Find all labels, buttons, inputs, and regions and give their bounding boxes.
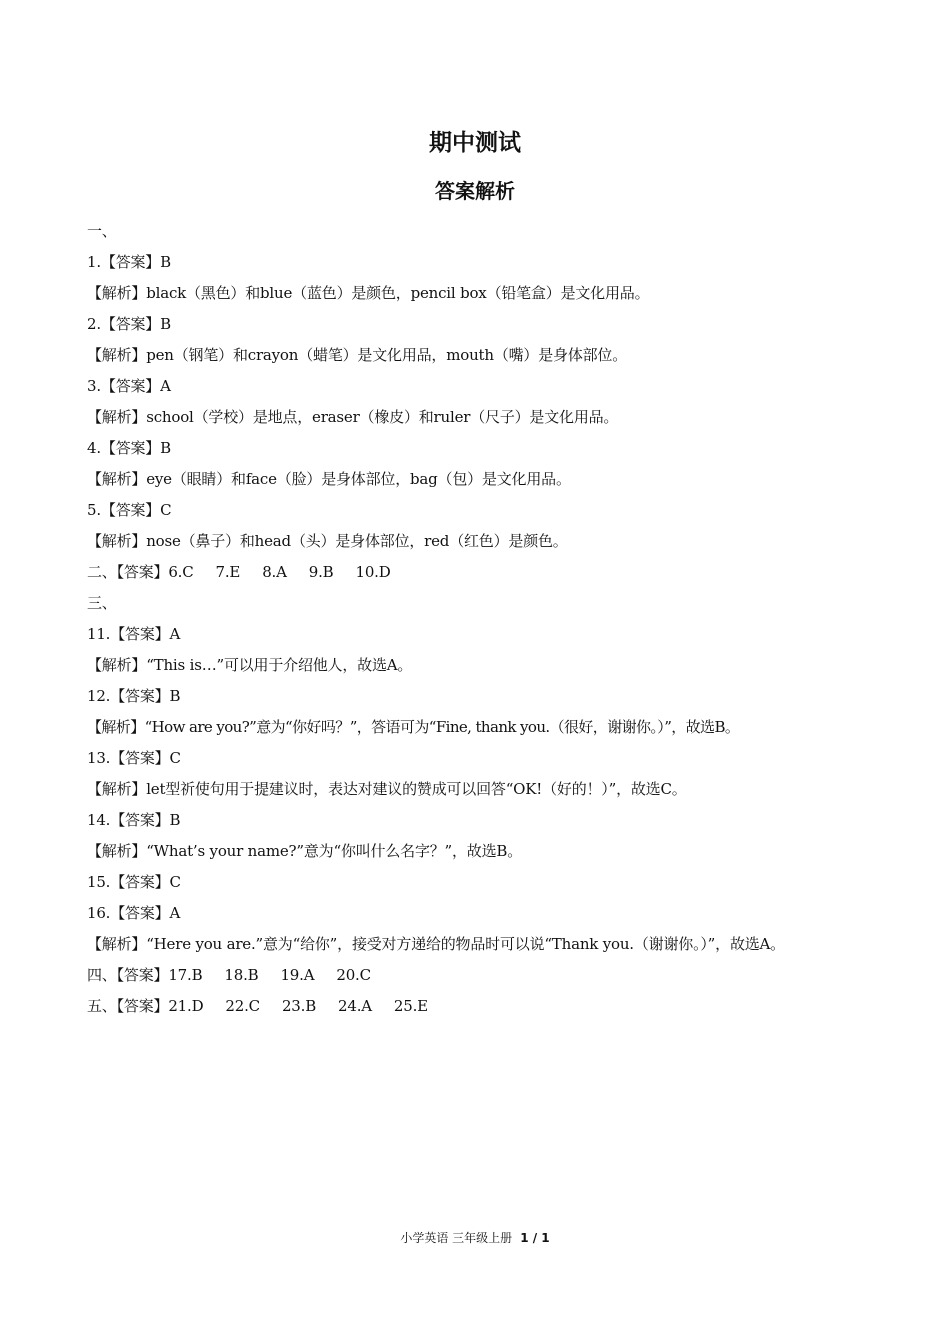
section-5-answers xyxy=(87,991,877,1022)
q11-answer: 11.【答案】A xyxy=(87,625,181,643)
q2-analysis: 【解析】pen（钢笔）和crayon（蜡笔）是文化用品，mouth（嘴）是身体部位。 xyxy=(87,346,628,364)
answer-9: 9.B xyxy=(308,563,334,581)
answer-23: 23.B xyxy=(281,997,317,1015)
q16-analysis: 【解析】“Here you are.”意为“给你”，接受对方递给的物品时可以说“Thank you.（谢谢你。）”，故选A。 xyxy=(87,935,785,953)
page-subtitle: 答案解析 xyxy=(435,179,515,203)
answer-25: 25.E xyxy=(393,997,428,1015)
section-1-label: 一、 xyxy=(87,222,117,240)
q14-analysis: 【解析】“What’s your name?”意为“你叫什么名字？”，故选B。 xyxy=(87,842,523,860)
q13-analysis: 【解析】let型祈使句用于提建议时，表达对建议的赞成可以回答“OK!（好的！）”，故选C。 xyxy=(87,780,687,798)
q4-answer: 4.【答案】B xyxy=(87,439,171,457)
q12-analysis: 【解析】“How are you?”意为“你好吗？”，答语可为“Fine, thank you.（很好，谢谢你。）”，故选B。 xyxy=(87,718,740,736)
section-3-label: 三、 xyxy=(87,594,117,612)
answer-24: 24.A xyxy=(338,997,372,1015)
q4-analysis: 【解析】eye（眼睛）和face（脸）是身体部位，bag（包）是文化用品。 xyxy=(87,470,571,488)
q14-answer: 14.【答案】B xyxy=(87,811,181,829)
page-title: 期中测试 xyxy=(429,130,521,156)
answer-19: 19.A xyxy=(280,966,315,984)
q3-analysis: 【解析】school（学校）是地点，eraser（橡皮）和ruler（尺子）是文化用品。 xyxy=(87,408,619,426)
answer-content xyxy=(87,216,877,1022)
q11-analysis: 【解析】“This is…”可以用于介绍他人，故选A。 xyxy=(87,656,413,674)
section-4-prefix: 四、【答案】 xyxy=(87,966,169,984)
q3-answer: 3.【答案】A xyxy=(87,377,171,395)
section-2-answers xyxy=(87,557,877,588)
section-2-prefix: 二、【答案】 xyxy=(87,563,169,581)
page-number: 1 / 1 xyxy=(520,1231,550,1245)
q13-answer: 13.【答案】C xyxy=(87,749,181,767)
answer-21: 21.D xyxy=(168,997,204,1015)
answer-18: 18.B xyxy=(224,966,259,984)
answer-22: 22.C xyxy=(225,997,260,1015)
answer-10: 10.D xyxy=(355,563,391,581)
q5-analysis: 【解析】nose（鼻子）和head（头）是身体部位，red（红色）是颜色。 xyxy=(87,532,568,550)
q5-answer: 5.【答案】C xyxy=(87,501,172,519)
answer-20: 20.C xyxy=(336,966,371,984)
section-5-prefix: 五、【答案】 xyxy=(87,997,169,1015)
q16-answer: 16.【答案】A xyxy=(87,904,181,922)
answer-6: 6.C xyxy=(168,563,194,581)
q1-answer: 1.【答案】B xyxy=(87,253,171,271)
page-footer xyxy=(0,1229,950,1246)
q12-answer: 12.【答案】B xyxy=(87,687,181,705)
answer-17: 17.B xyxy=(168,966,203,984)
footer-text: 小学英语 三年级上册 xyxy=(400,1231,513,1245)
answer-8: 8.A xyxy=(262,563,287,581)
section-4-answers xyxy=(87,960,877,991)
q15-answer: 15.【答案】C xyxy=(87,873,181,891)
q2-answer: 2.【答案】B xyxy=(87,315,171,333)
q1-analysis: 【解析】black（黑色）和blue（蓝色）是颜色，pencil box（铅笔盒）是文化用品。 xyxy=(87,284,650,302)
answer-7: 7.E xyxy=(215,563,241,581)
